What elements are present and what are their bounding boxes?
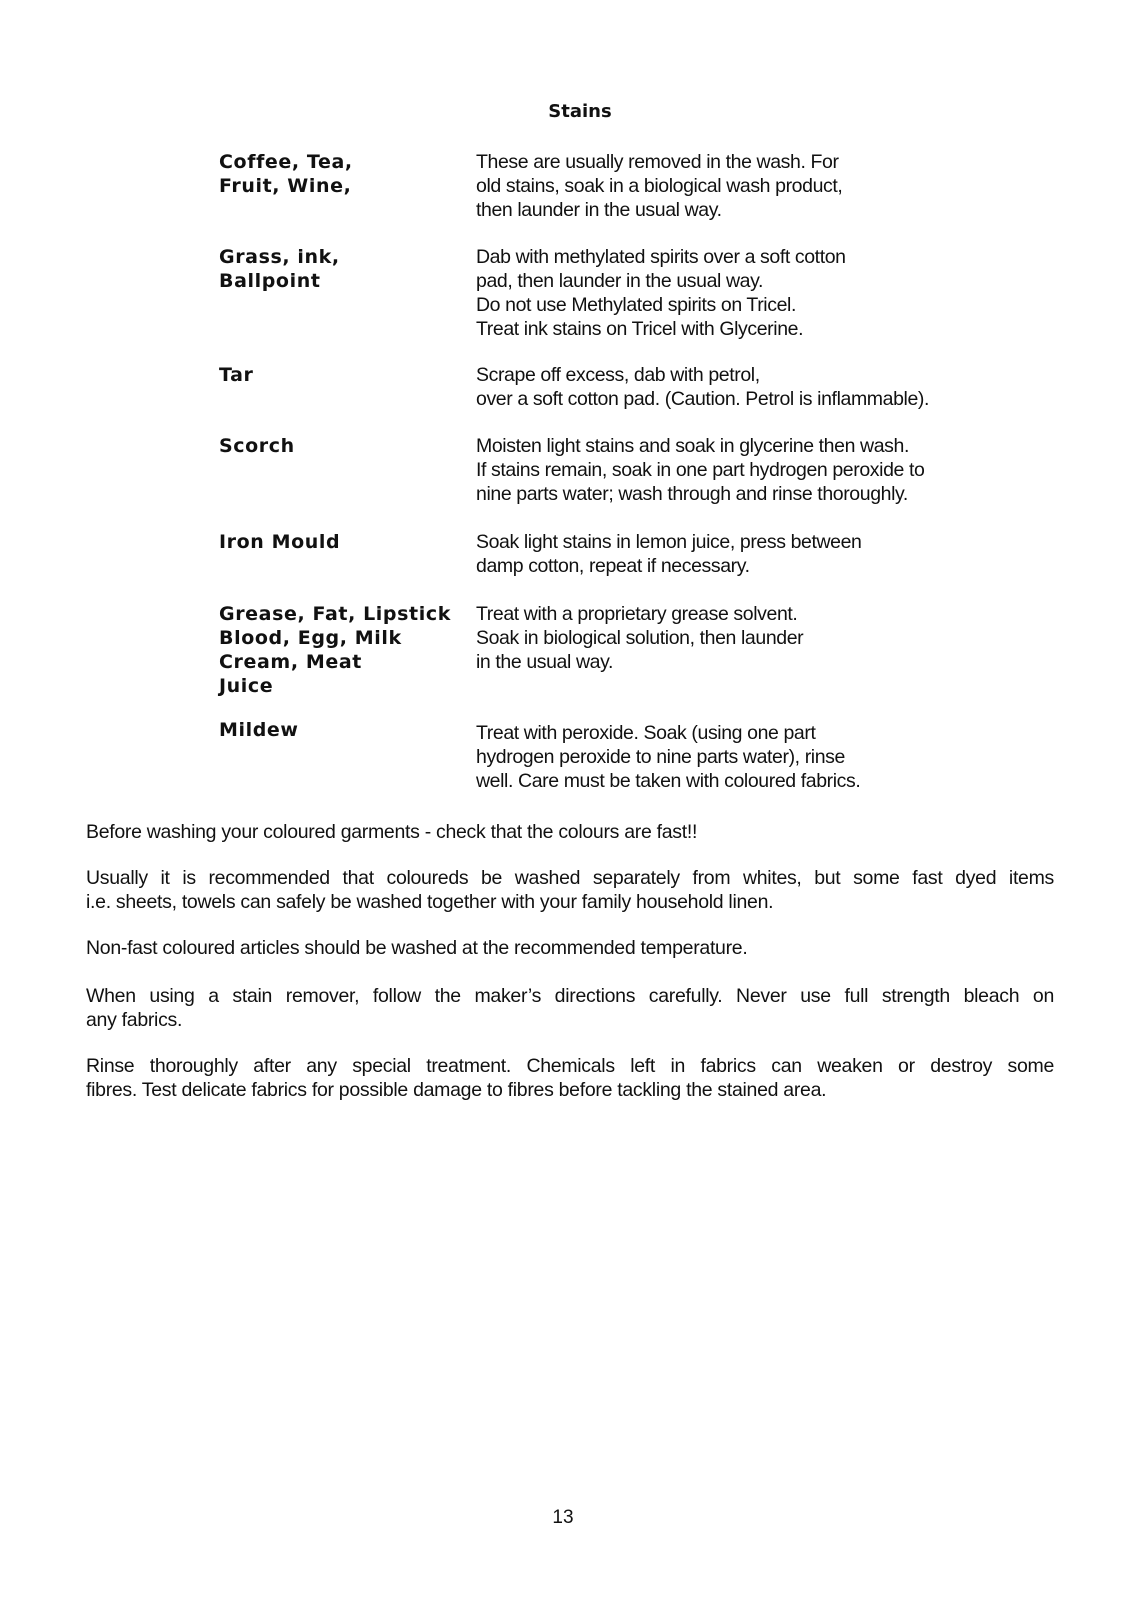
stain-treatment	[476, 434, 1096, 506]
stain-treatment	[476, 245, 1096, 341]
stain-name	[219, 363, 469, 387]
stain-name-line: Juice	[219, 675, 274, 697]
note-line: Non-fast coloured articles should be washed at the recommended temperature.	[86, 937, 748, 959]
stain-name-line: Tar	[219, 364, 254, 386]
stain-treatment-line: nine parts water; wash through and rinse thoroughly.	[476, 483, 908, 505]
stain-name	[219, 150, 469, 198]
stain-name	[219, 530, 469, 554]
stain-treatment-line: Soak in biological solution, then launder	[476, 627, 804, 649]
stain-treatment	[476, 150, 1096, 222]
stain-treatment-line: damp cotton, repeat if necessary.	[476, 555, 750, 577]
stain-name-line: Blood, Egg, Milk	[219, 627, 402, 649]
note-line: Rinse thoroughly after any special treatment. Chemicals left in fabrics can weaken or destroy some	[86, 1055, 1054, 1077]
stain-name	[219, 434, 469, 458]
stain-name	[219, 245, 469, 293]
stain-treatment-line: If stains remain, soak in one part hydrogen peroxide to	[476, 459, 925, 481]
note-paragraph	[86, 936, 1054, 960]
note-paragraph	[86, 984, 1054, 1032]
stain-treatment	[476, 530, 1096, 578]
stain-treatment-line: then launder in the usual way.	[476, 199, 722, 221]
stain-name-line: Coffee, Tea,	[219, 151, 353, 173]
stain-name-line: Cream, Meat	[219, 651, 362, 673]
note-line: any fabrics.	[86, 1009, 183, 1031]
note-line: fibres. Test delicate fabrics for possible damage to fibres before tackling the stained area.	[86, 1079, 827, 1101]
stain-treatment-line: over a soft cotton pad. (Caution. Petrol is inflammable).	[476, 388, 930, 410]
note-line: Usually it is recommended that coloureds be washed separately from whites, but some fast dyed items	[86, 867, 1054, 889]
note-line: When using a stain remover, follow the maker’s directions carefully. Never use full strength bleach on	[86, 985, 1054, 1007]
stain-treatment-line: hydrogen peroxide to nine parts water), rinse	[476, 746, 845, 768]
stain-treatment	[476, 721, 1096, 793]
stain-treatment-line: Soak light stains in lemon juice, press between	[476, 531, 862, 553]
stain-name	[219, 718, 469, 742]
stain-name-line: Mildew	[219, 719, 299, 741]
note-line: i.e. sheets, towels can safely be washed together with your family household linen.	[86, 891, 774, 913]
stain-treatment-line: well. Care must be taken with coloured fabrics.	[476, 770, 861, 792]
page-title: Stains	[548, 101, 612, 122]
page-number: 13	[552, 1507, 574, 1528]
stain-name-line: Grease, Fat, Lipstick	[219, 603, 451, 625]
stain-treatment-line: Treat with peroxide. Soak (using one part	[476, 722, 816, 744]
stain-treatment-line: in the usual way.	[476, 651, 614, 673]
note-paragraph	[86, 1054, 1054, 1102]
stain-name-line: Iron Mould	[219, 531, 341, 553]
stain-treatment-line: pad, then launder in the usual way.	[476, 270, 764, 292]
stain-treatment-line: Treat ink stains on Tricel with Glycerine.	[476, 318, 804, 340]
stain-name-line: Scorch	[219, 435, 295, 457]
stain-name	[219, 602, 469, 698]
stain-name-line: Grass, ink,	[219, 246, 340, 268]
stain-treatment-line: Scrape off excess, dab with petrol,	[476, 364, 760, 386]
stain-treatment-line: Dab with methylated spirits over a soft cotton	[476, 246, 846, 268]
stain-name-line: Ballpoint	[219, 270, 321, 292]
note-paragraph	[86, 866, 1054, 914]
stain-treatment-line: These are usually removed in the wash. For	[476, 151, 839, 173]
stain-treatment-line: Do not use Methylated spirits on Tricel.	[476, 294, 796, 316]
stain-treatment	[476, 363, 1096, 411]
stain-name-line: Fruit, Wine,	[219, 175, 352, 197]
stain-treatment-line: Treat with a proprietary grease solvent.	[476, 603, 798, 625]
note-paragraph	[86, 820, 1054, 844]
note-line: Before washing your coloured garments - check that the colours are fast!!	[86, 821, 698, 843]
stain-treatment-line: old stains, soak in a biological wash product,	[476, 175, 843, 197]
stain-treatment-line: Moisten light stains and soak in glycerine then wash.	[476, 435, 909, 457]
stain-treatment	[476, 602, 1096, 674]
